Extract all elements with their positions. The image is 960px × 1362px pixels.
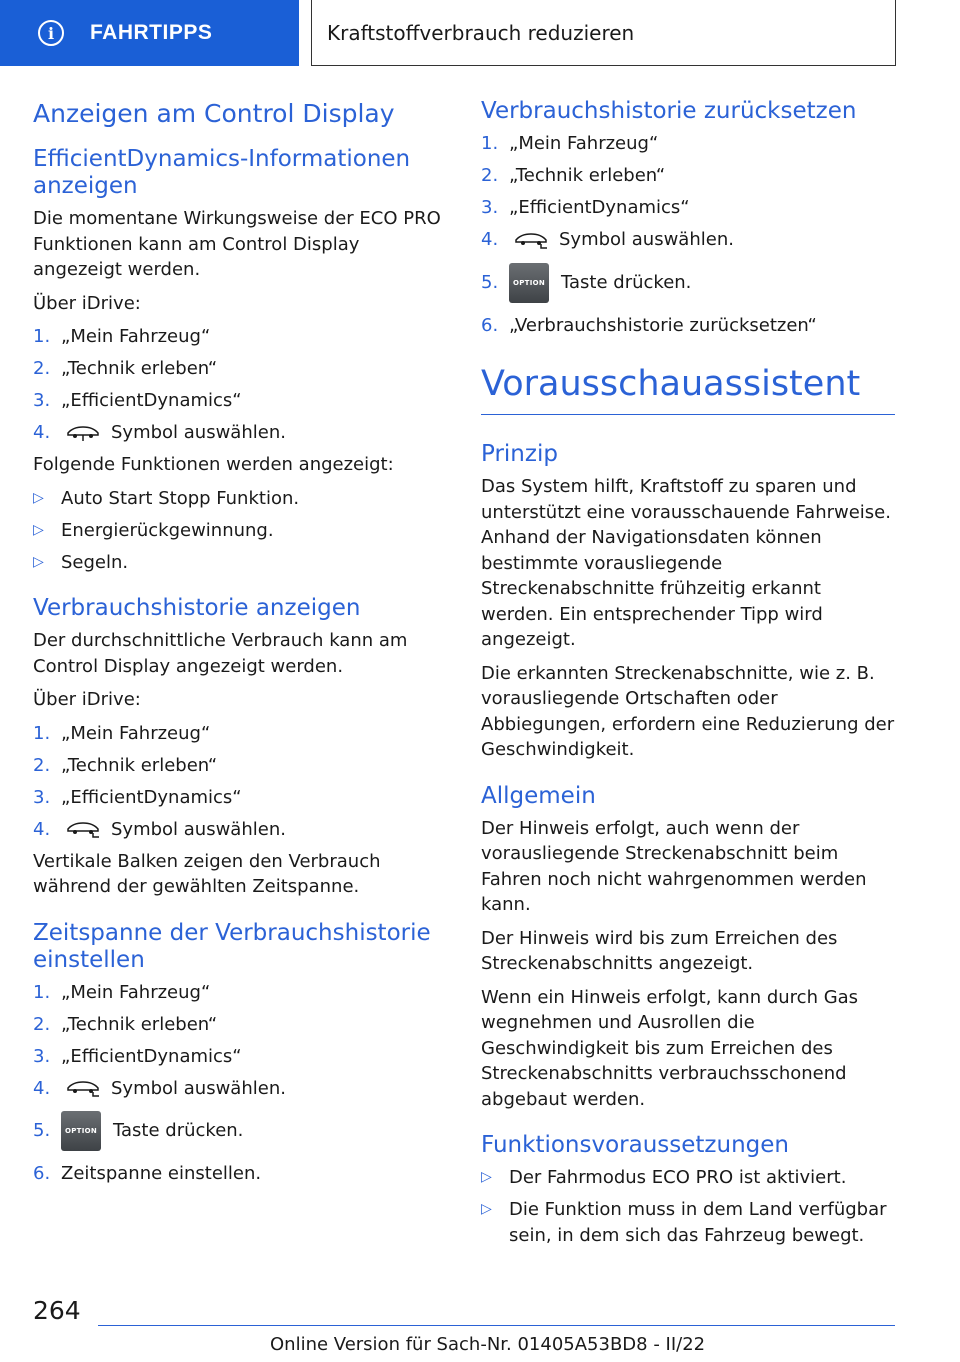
list-item: 4. Symbol auswählen.	[33, 422, 286, 443]
heading-consumption-history: Verbrauchshistorie anzeigen	[33, 595, 361, 621]
idrive-label: Über iDrive:	[33, 292, 141, 314]
right-column	[481, 98, 896, 1255]
triangle-right-icon: ▷	[481, 1169, 492, 1185]
section-tab	[0, 0, 299, 66]
list-item: 2. „Technik erleben“	[33, 754, 218, 776]
paragraph: Die erkannten Streckenabschnitte, wie z. B. vorausliegende Ortschaften oder Abbiegungen, erfordern eine Reduzierung der Geschwindigkeit.	[481, 662, 895, 760]
footer-divider	[98, 1325, 895, 1326]
steps-list	[33, 721, 448, 843]
chapter-heading: Vorausschauassistent	[481, 362, 895, 415]
steps-list	[481, 131, 896, 338]
car-eco-icon	[65, 424, 101, 442]
list-item: ▷ Der Fahrmodus ECO PRO ist aktiviert.	[481, 1165, 896, 1191]
steps-list	[33, 324, 448, 446]
list-item: 5. OPTION Taste drücken.	[33, 1111, 448, 1151]
option-button-icon: OPTION	[61, 1111, 101, 1151]
paragraph: Der Hinweis erfolgt, auch wenn der vorausliegende Streckenabschnitt beim Fahren noch nicht wahrgenommen werden kann.	[481, 817, 867, 915]
page-number: 264	[33, 1296, 81, 1325]
list-item: 3. „EfficientDynamics“	[33, 786, 242, 808]
car-history-icon	[65, 820, 101, 838]
main-heading: Anzeigen am Control Display	[33, 99, 395, 128]
footer-text: Online Version für Sach-Nr. 01405A53BD8 - II/22	[270, 1334, 706, 1355]
list-item: ▷ Auto Start Stopp Funktion.	[33, 486, 448, 512]
list-item: 1. „Mein Fahrzeug“	[33, 981, 211, 1003]
car-history-icon	[513, 231, 549, 249]
triangle-right-icon: ▷	[33, 489, 44, 506]
heading-time-span: Zeitspanne der Verbrauchshistorie einstellen	[33, 919, 431, 973]
list-item: 2. „Technik erleben“	[33, 1013, 218, 1035]
heading-requirements: Funktionsvoraussetzungen	[481, 1132, 789, 1158]
heading-reset-history: Verbrauchshistorie zurücksetzen	[481, 98, 857, 124]
car-history-icon	[65, 1079, 101, 1097]
section-label: FAHRTIPPS	[90, 21, 213, 44]
paragraph: Die momentane Wirkungsweise der ECO PRO Funktionen kann am Control Display angezeigt werden.	[33, 208, 441, 280]
heading-efficientdynamics-info: EfficientDynamics-Informationen anzeigen	[33, 146, 411, 199]
list-item: 6. Zeitspanne einstellen.	[33, 1163, 262, 1184]
paragraph: Folgende Funktionen werden angezeigt:	[33, 454, 394, 475]
list-item: 3. „EfficientDynamics“	[481, 197, 690, 218]
option-button-icon: OPTION	[509, 263, 549, 303]
left-column	[33, 98, 448, 1193]
list-item: 4. Symbol auswählen.	[33, 818, 286, 840]
bullet-list	[33, 486, 448, 576]
list-item: 3. „EfficientDynamics“	[33, 1045, 242, 1067]
paragraph: Der durchschnittliche Verbrauch kann am Control Display angezeigt werden.	[33, 630, 408, 677]
list-item: 5. OPTION Taste drücken.	[481, 263, 896, 303]
heading-principle: Prinzip	[481, 441, 558, 467]
triangle-right-icon: ▷	[481, 1201, 492, 1217]
paragraph: Wenn ein Hinweis erfolgt, kann durch Gas wegnehmen und Ausrollen die Geschwindigkeit bis zum Erreichen des Streckenabschnitts verbrauchsschonend abgebaut werden.	[481, 986, 859, 1110]
steps-list	[33, 980, 448, 1187]
list-item: 2. „Technik erleben“	[33, 358, 218, 379]
paragraph: Das System hilft, Kraftstoff zu sparen und unterstützt eine vorausschauende Fahrweise. Anhand der Navigationsdaten können bestimmte vorausliegende Streckenabschnitte frühzeitig erkannt werden. Ein entsprechender Tipp wird angezeigt.	[481, 476, 891, 650]
info-icon: i	[38, 20, 64, 46]
list-item: 3. „EfficientDynamics“	[33, 390, 242, 411]
triangle-right-icon: ▷	[33, 553, 44, 570]
list-item: 1. „Mein Fahrzeug“	[481, 133, 659, 154]
paragraph: Der Hinweis wird bis zum Erreichen des Streckenabschnitts angezeigt.	[481, 927, 838, 974]
list-item: ▷ Die Funktion muss in dem Land verfügbar sein, in dem sich das Fahrzeug bewegt.	[481, 1199, 887, 1246]
list-item: 2. „Technik erleben“	[481, 165, 666, 186]
list-item: 4. Symbol auswählen.	[481, 229, 734, 250]
triangle-right-icon: ▷	[33, 521, 44, 538]
page-title: Kraftstoffverbrauch reduzieren	[311, 0, 896, 66]
list-item: 1. „Mein Fahrzeug“	[33, 722, 211, 744]
bullet-list	[481, 1165, 896, 1248]
list-item: ▷ Segeln.	[33, 550, 448, 576]
paragraph: Vertikale Balken zeigen den Verbrauch während der gewählten Zeitspanne.	[33, 850, 381, 897]
heading-general: Allgemein	[481, 782, 596, 809]
list-item: 1. „Mein Fahrzeug“	[33, 326, 211, 347]
idrive-label: Über iDrive:	[33, 689, 141, 710]
list-item: 6. „Verbrauchshistorie zurücksetzen“	[481, 314, 817, 336]
list-item: ▷ Energierückgewinnung.	[33, 518, 448, 544]
list-item: 4. Symbol auswählen.	[33, 1077, 286, 1099]
